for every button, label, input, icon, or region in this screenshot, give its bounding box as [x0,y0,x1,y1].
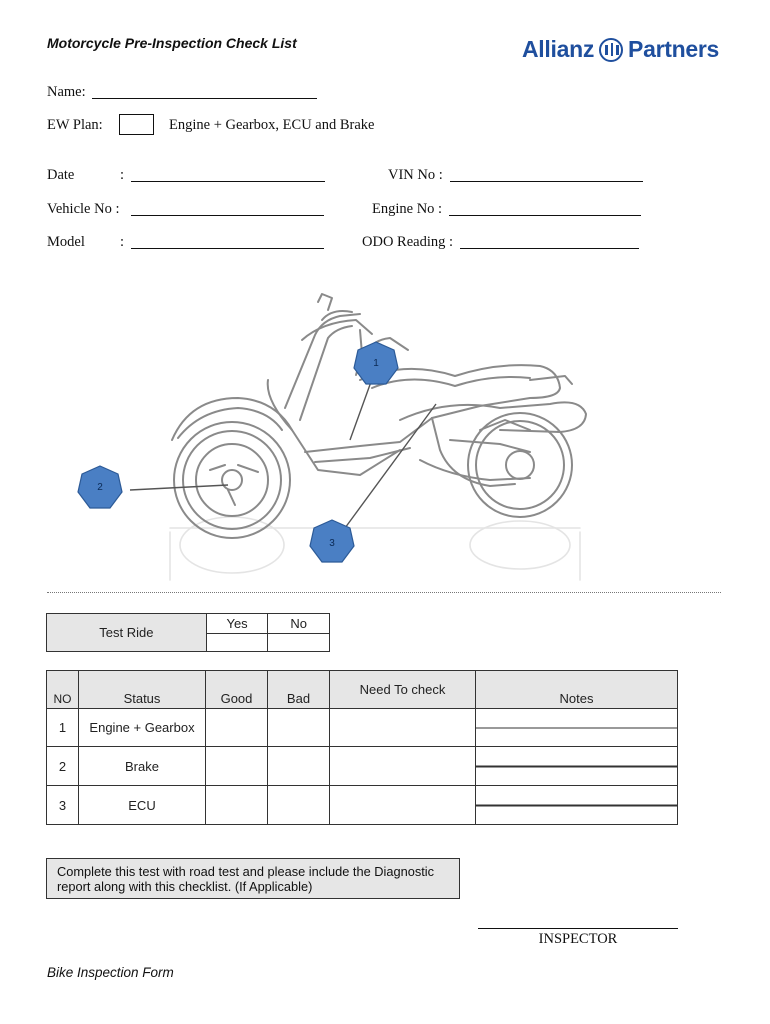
marker-1 [354,342,398,384]
notes-cell[interactable] [476,747,678,786]
instruction-box: Complete this test with road test and please include the Diagnostic report along with this checklist. (If Applicable) [46,858,460,899]
model-label: Model [47,234,85,250]
logo-text-partners: Partners [628,36,719,62]
bad-cell[interactable] [268,786,330,825]
row-number: 3 [47,786,79,825]
vehicle-no-label: Vehicle No : [47,201,120,217]
model-field[interactable] [131,248,324,249]
ew-plan-text: Engine + Gearbox, ECU and Brake [169,117,375,133]
header-notes: Notes [476,671,678,709]
marker-2-label: 2 [97,482,103,493]
good-cell[interactable] [206,786,268,825]
vin-label: VIN No : [388,167,443,183]
header-need-to-check: Need To check [330,671,476,709]
date-field[interactable] [131,181,325,182]
table-row [47,786,678,825]
bad-cell[interactable] [268,747,330,786]
inspector-signature-line[interactable] [478,928,678,929]
test-ride-yes-cell[interactable] [206,634,268,652]
engine-no-label: Engine No : [372,201,443,217]
row-status: Brake [79,747,206,786]
ew-plan-label: EW Plan: [47,117,103,133]
need-check-cell[interactable] [330,709,476,747]
marker-3-label: 3 [329,538,335,549]
scooter-outline-icon [170,294,586,580]
bad-cell[interactable] [268,709,330,747]
date-colon: : [120,167,125,183]
table-row [47,709,678,747]
allianz-partners-logo [522,36,719,63]
inspection-checklist-table [46,670,678,825]
header-good: Good [206,671,268,709]
notes-cell[interactable] [476,709,678,747]
test-ride-yes-header: Yes [206,614,268,634]
header-bad: Bad [268,671,330,709]
name-field[interactable] [92,98,317,99]
leader-line-2 [130,485,228,490]
marker-3 [310,520,354,562]
vehicle-no-field[interactable] [131,215,324,216]
need-check-cell[interactable] [330,747,476,786]
odo-reading-label: ODO Reading : [362,234,454,250]
allianz-seal-icon [599,38,623,62]
ew-plan-checkbox[interactable] [119,114,154,135]
good-cell[interactable] [206,747,268,786]
header-status: Status [79,671,206,709]
table-row [47,747,678,786]
vin-field[interactable] [450,181,643,182]
marker-2 [78,466,122,508]
marker-1-label: 1 [373,358,379,369]
header-no: NO [47,671,79,709]
logo-text-allianz: Allianz [522,36,595,62]
notes-cell[interactable] [476,786,678,825]
row-number: 1 [47,709,79,747]
row-number: 2 [47,747,79,786]
date-label: Date [47,167,75,183]
footer-text: Bike Inspection Form [47,965,174,980]
test-ride-label: Test Ride [47,614,207,652]
odo-reading-field[interactable] [460,248,639,249]
section-divider [47,592,721,593]
test-ride-table [46,613,330,652]
form-title: Motorcycle Pre-Inspection Check List [47,35,297,51]
name-label: Name: [47,84,86,100]
good-cell[interactable] [206,709,268,747]
scooter-diagram [60,280,660,585]
model-colon: : [120,234,125,250]
test-ride-no-cell[interactable] [268,634,330,652]
engine-no-field[interactable] [449,215,641,216]
row-status: Engine + Gearbox [79,709,206,747]
inspector-label: INSPECTOR [538,931,618,947]
row-status: ECU [79,786,206,825]
leader-line-3 [345,404,436,528]
need-check-cell[interactable] [330,786,476,825]
test-ride-no-header: No [268,614,330,634]
